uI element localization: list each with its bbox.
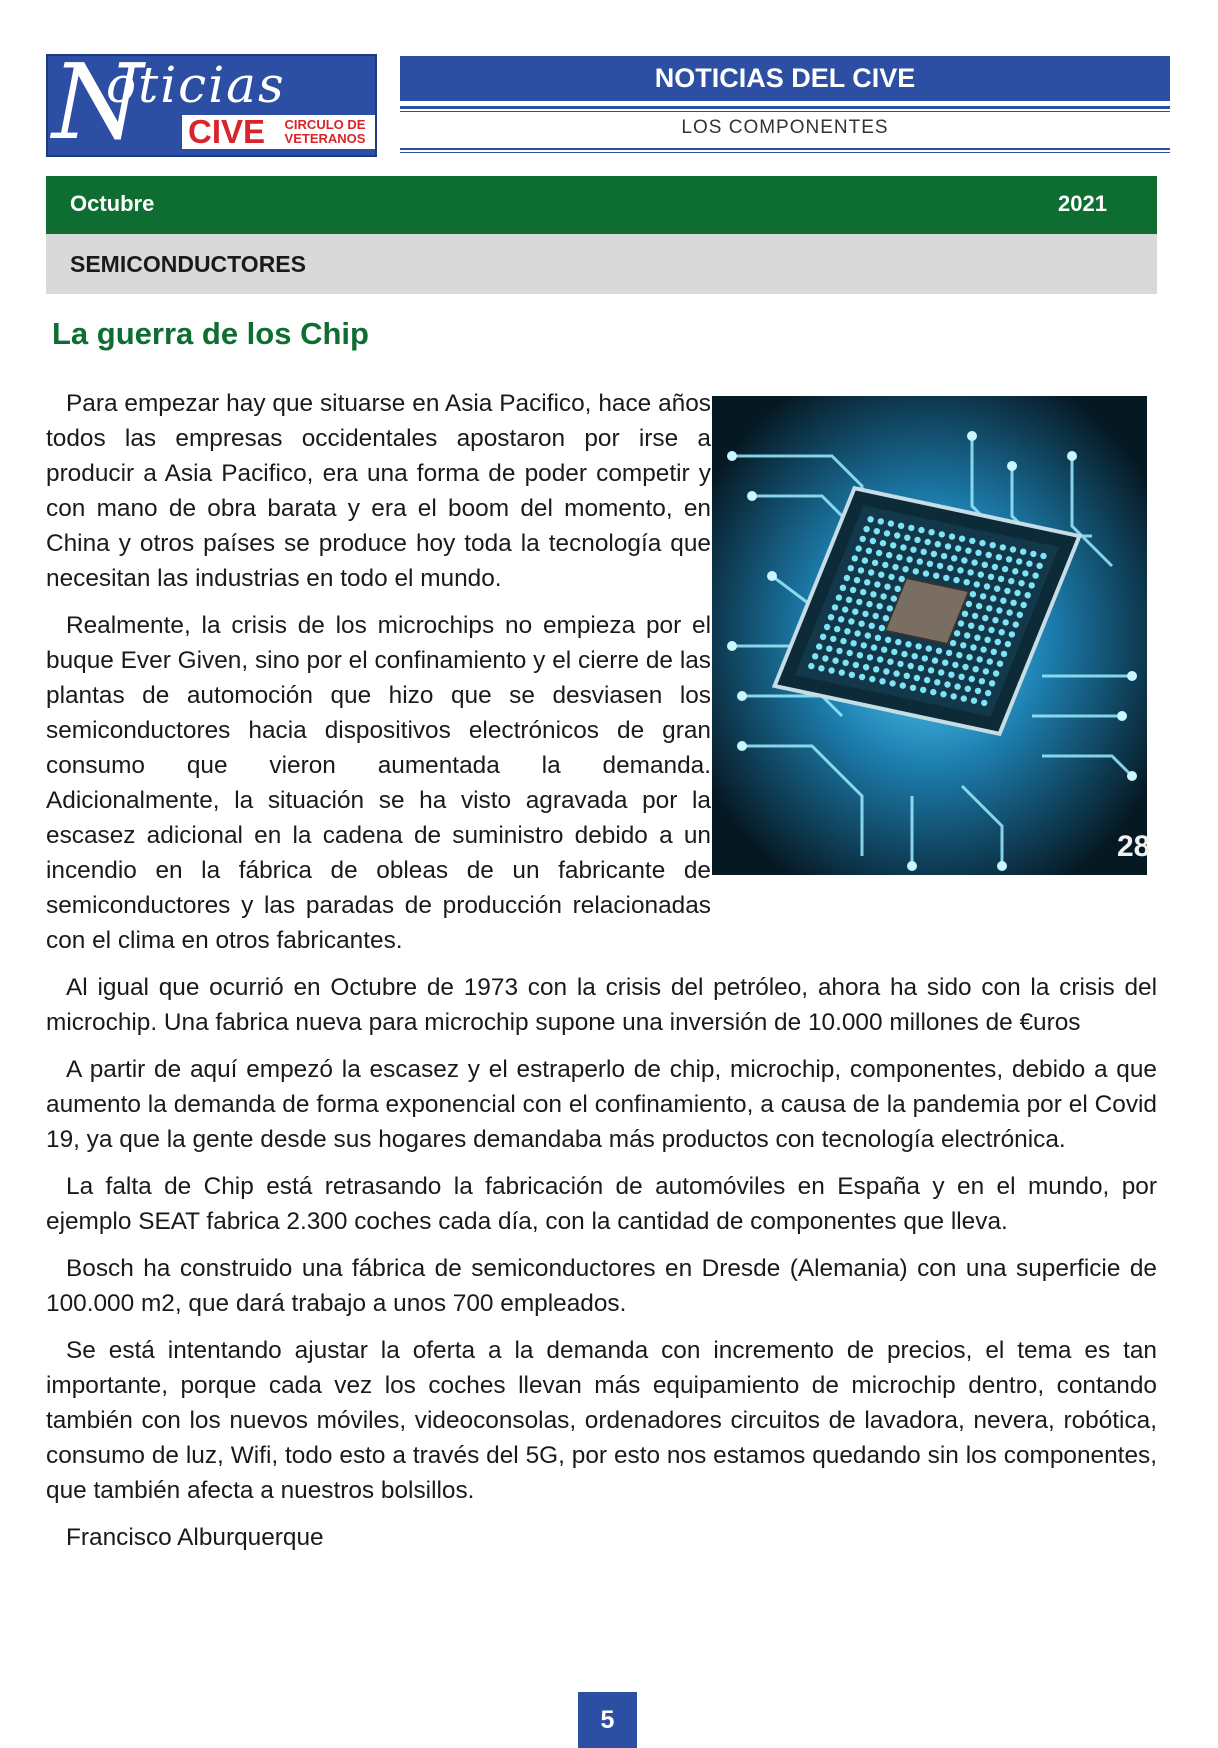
chip-pad	[860, 536, 866, 542]
chip-pad	[920, 687, 926, 693]
chip-pad	[808, 663, 814, 669]
chip-pad	[951, 555, 957, 561]
chip-pad	[965, 686, 971, 692]
chip-pad	[904, 535, 910, 541]
chip-pad	[953, 577, 959, 583]
chip-pad	[892, 564, 898, 570]
chip-pad	[880, 540, 886, 546]
chip-pad	[844, 628, 850, 634]
chip-pad	[875, 635, 881, 641]
chip-pad	[862, 557, 868, 563]
chip-pad	[923, 570, 929, 576]
chip-pad	[812, 653, 818, 659]
chip-pad	[978, 625, 984, 631]
chip-pad	[975, 688, 981, 694]
chip-pad	[879, 625, 885, 631]
chip-pad	[828, 614, 834, 620]
chip-pad	[888, 520, 894, 526]
chip-pad	[992, 564, 998, 570]
chip-pad	[897, 661, 903, 667]
chip-pad	[997, 661, 1003, 667]
chip-pad	[988, 574, 994, 580]
chip-pad	[877, 656, 883, 662]
chip-pad	[849, 672, 855, 678]
chip-pad	[940, 691, 946, 697]
chip-pad	[947, 565, 953, 571]
chip-pad	[975, 550, 981, 556]
newsletter-banner: NOTICIAS DEL CIVE	[400, 56, 1170, 101]
chip-pad	[969, 676, 975, 682]
chip-pad	[905, 641, 911, 647]
chip-pad	[974, 635, 980, 641]
chip-pad	[970, 644, 976, 650]
chip-pad	[973, 666, 979, 672]
chip-pad	[879, 678, 885, 684]
chip-pad	[958, 674, 964, 680]
date-bar	[46, 176, 1157, 234]
logo-initial: N	[52, 41, 143, 163]
chip-pad	[926, 645, 932, 651]
chip-pad	[902, 566, 908, 572]
paragraph: Al igual que ocurrió en Octubre de 1973 con la crisis del petróleo, ahora ha sido con la crisis del microchip. Una fabrica nueva para microchip supone una inversión de 10.000 millones de €uros	[46, 974, 1157, 1036]
chip-pad	[866, 601, 872, 607]
chip-pad	[844, 575, 850, 581]
chip-pad	[816, 643, 822, 649]
chip-pad	[822, 655, 828, 661]
subtitle-rule	[400, 148, 1170, 150]
chip-pad	[1030, 551, 1036, 557]
chip-pad	[818, 665, 824, 671]
chip-pad	[832, 658, 838, 664]
chip-pad	[864, 579, 870, 585]
article-title: La guerra de los Chip	[52, 316, 369, 351]
chip-pad	[941, 553, 947, 559]
chip-pad	[896, 554, 902, 560]
issue-year: 2021	[1058, 191, 1107, 216]
chip-pad	[869, 623, 875, 629]
chip-pad	[960, 642, 966, 648]
chip-pad	[951, 693, 957, 699]
chip-pad	[961, 557, 967, 563]
chip-pad	[873, 613, 879, 619]
chip-pad	[961, 695, 967, 701]
chip-pad	[1006, 556, 1012, 562]
chip-pad	[933, 573, 939, 579]
chip-pad	[918, 527, 924, 533]
chip-pad	[854, 577, 860, 583]
chip-pad	[866, 548, 872, 554]
chip-pad	[1010, 546, 1016, 552]
chip-pad	[852, 555, 858, 561]
chip-pad	[1016, 558, 1022, 564]
logo-word: oticias	[106, 56, 286, 114]
chip-pad	[874, 581, 880, 587]
chip-pad	[946, 650, 952, 656]
chip-pad	[955, 545, 961, 551]
chip-pad	[987, 658, 993, 664]
chip-pad	[1005, 641, 1011, 647]
chip-pad	[828, 667, 834, 673]
chip-pad	[996, 607, 1002, 613]
chip-pad	[958, 620, 964, 626]
chip-pad	[899, 576, 905, 582]
chip-pad	[992, 617, 998, 623]
chip-pad	[985, 690, 991, 696]
chip-pad	[986, 552, 992, 558]
chip-pad	[924, 677, 930, 683]
chip-pad	[932, 657, 938, 663]
chip-pad	[938, 669, 944, 675]
chip-pad	[915, 643, 921, 649]
chip-pad	[964, 579, 970, 585]
chip-pad	[931, 551, 937, 557]
chip-pad	[830, 636, 836, 642]
chip-pad	[914, 675, 920, 681]
subtitle-rule-thin	[400, 152, 1170, 153]
chip-pad	[887, 659, 893, 665]
chip-pad	[980, 593, 986, 599]
chip-pad	[922, 655, 928, 661]
chip-pad	[836, 648, 842, 654]
image-corner-text: 28	[1117, 830, 1151, 863]
chip-pad	[990, 595, 996, 601]
chip-pad	[962, 611, 968, 617]
chip-pad	[859, 674, 865, 680]
chip-pad	[863, 664, 869, 670]
chip-pad	[847, 650, 853, 656]
chip-pad	[881, 647, 887, 653]
chip-pad	[970, 591, 976, 597]
paragraph: Realmente, la crisis de los microchips no empieza por el buque Ever Given, sino por el confinamiento y el cierre de las plantas de automoción que hizo que se desviasen los semiconductores hacia dispositivos electrónicos de gran consumo que vieron aumentada la demanda. Adicionalmente, la situación se ha visto agravada por la escasez adicional en la cadena de suministro debido a un incendio en la fábrica de obleas de un fabricante de semiconductores y las paradas de producción relacionadas con el clima en otros fabricantes.	[46, 612, 711, 954]
chip-pad	[995, 639, 1001, 645]
microchip-photo	[712, 396, 1151, 875]
chip-pad	[858, 621, 864, 627]
chip-pad	[979, 540, 985, 546]
chip-pad	[971, 559, 977, 565]
chip-pad	[984, 583, 990, 589]
chip-pad	[954, 630, 960, 636]
logo-cive: CIVE	[188, 113, 266, 150]
chip-pad	[962, 664, 968, 670]
chip-pad	[966, 601, 972, 607]
chip-pad	[965, 548, 971, 554]
chip-pad	[1012, 568, 1018, 574]
chip-pad	[937, 563, 943, 569]
chip-pad	[948, 672, 954, 678]
chip-pad	[832, 604, 838, 610]
chip-pad	[836, 594, 842, 600]
chip-pad	[968, 623, 974, 629]
chip-pad	[1014, 590, 1020, 596]
chip-pad	[979, 678, 985, 684]
chip-pad	[1000, 598, 1006, 604]
chip-pad	[884, 584, 890, 590]
chip-pad	[856, 545, 862, 551]
chip-pad	[928, 529, 934, 535]
chip-pad	[971, 698, 977, 704]
chip-pad	[880, 593, 886, 599]
chip-pad	[1003, 619, 1009, 625]
chip-pad	[904, 673, 910, 679]
chip-pad	[966, 654, 972, 660]
chip-pad	[853, 662, 859, 668]
chip-pad	[886, 552, 892, 558]
banner-rule	[400, 106, 1170, 109]
chip-pad	[993, 670, 999, 676]
chip-pad	[935, 541, 941, 547]
chip-pad	[981, 700, 987, 706]
paragraph: Se está intentando ajustar la oferta a la demanda con incremento de precios, el tema es tan importante, porque cada vez los coches llevan más equipamiento de microchip dentro, contando también con los nuevos móviles, videoconsolas, ordenadores circuitos de lavadora, nevera, robótica, consumo de luz, Wifi, todo esto a través del 5G, por esto nos estamos quedando sin los componentes, que también afecta a nuestros bolsillos.	[46, 1337, 1157, 1504]
chip-pad	[1032, 572, 1038, 578]
chip-pad	[913, 568, 919, 574]
chip-pad	[900, 682, 906, 688]
chip-pad	[982, 615, 988, 621]
chip-pad	[983, 668, 989, 674]
chip-pad	[870, 591, 876, 597]
chip-pad	[894, 532, 900, 538]
chip-pad	[846, 597, 852, 603]
chip-pad	[972, 613, 978, 619]
chip-pad	[883, 668, 889, 674]
chip-pad	[984, 637, 990, 643]
chip-pad	[1021, 602, 1027, 608]
chip-pad	[969, 538, 975, 544]
chip-pad	[988, 627, 994, 633]
chip-pad	[891, 649, 897, 655]
page-number: 5	[578, 1692, 637, 1748]
chip-pad	[943, 575, 949, 581]
chip-pad	[918, 665, 924, 671]
chip-pad	[1026, 561, 1032, 567]
chip-pad	[856, 599, 862, 605]
author: Francisco Alburquerque	[66, 1524, 324, 1551]
logo-cive-box	[182, 115, 375, 149]
chip-pad	[921, 549, 927, 555]
chip-pad	[861, 642, 867, 648]
chip-pad	[891, 595, 897, 601]
chip-pad	[1017, 612, 1023, 618]
section-title: SEMICONDUCTORES	[70, 251, 306, 277]
chip-pad	[895, 639, 901, 645]
chip-pad	[843, 660, 849, 666]
chip-pad	[854, 630, 860, 636]
chip-pad	[867, 516, 873, 522]
paragraph: A partir de aquí empezó la escasez y el estraperlo de chip, microchip, componentes, debido a que aumento la demanda de forma exponencial con el confinamiento, a causa de la pandemia por el Covid 19, ya que la gente desde sus hogares demandaba más productos con tecnología electrónica.	[46, 1056, 1157, 1153]
chip-pad	[834, 626, 840, 632]
logo-subtitle: CIRCULO DE VETERANOS	[284, 117, 366, 146]
chip-pad	[824, 624, 830, 630]
section-bar	[46, 234, 1157, 294]
chip-pad	[927, 561, 933, 567]
chip-pad	[1009, 631, 1015, 637]
chip-pad	[967, 569, 973, 575]
chip-pad	[980, 646, 986, 652]
chip-pad	[900, 544, 906, 550]
chip-pad	[914, 537, 920, 543]
chip-pad	[839, 669, 845, 675]
chip-pad	[850, 587, 856, 593]
chip-pad	[876, 603, 882, 609]
chip-pad	[842, 606, 848, 612]
chip-pad	[876, 550, 882, 556]
chip-pad	[944, 681, 950, 687]
chip-pad	[990, 542, 996, 548]
paragraph: Bosch ha construido una fábrica de semiconductores en Dresde (Alemania) con una superficie de 100.000 m2, que dará trabajo a unos 700 empleados.	[46, 1255, 1157, 1317]
chip-pad	[908, 525, 914, 531]
chip-pad	[978, 571, 984, 577]
chip-pad	[826, 646, 832, 652]
chip-pad	[1036, 563, 1042, 569]
chip-pad	[928, 667, 934, 673]
chip-pad	[930, 689, 936, 695]
chip-pad	[1018, 580, 1024, 586]
chip-pad	[878, 518, 884, 524]
chip-pad	[1001, 651, 1007, 657]
chip-pad	[883, 615, 889, 621]
chip-pad	[977, 656, 983, 662]
chip-pad	[934, 679, 940, 685]
chip-pad	[850, 640, 856, 646]
chip-pad	[936, 648, 942, 654]
chip-pad	[869, 676, 875, 682]
chip-pad	[898, 523, 904, 529]
chip-pad	[1006, 609, 1012, 615]
issue-month: Octubre	[70, 191, 155, 216]
cive-logo	[46, 41, 377, 163]
chip-pad	[1000, 544, 1006, 550]
chip-pad	[982, 562, 988, 568]
chip-pad	[1004, 588, 1010, 594]
chip-pad	[945, 543, 951, 549]
chip-pad	[1020, 549, 1026, 555]
chip-pad	[890, 542, 896, 548]
chip-pad	[908, 663, 914, 669]
chip-pad	[820, 634, 826, 640]
chip-pad	[874, 528, 880, 534]
chip-pad	[865, 632, 871, 638]
chip-pad	[959, 536, 965, 542]
chip-pad	[840, 585, 846, 591]
chip-pad	[1025, 592, 1031, 598]
chip-pad	[1022, 570, 1028, 576]
chip-pad	[848, 618, 854, 624]
chip-pad	[852, 609, 858, 615]
chip-pad	[867, 654, 873, 660]
chip-pad	[870, 538, 876, 544]
chip-pad	[974, 581, 980, 587]
chip-pad	[840, 638, 846, 644]
chip-pad	[1029, 582, 1035, 588]
chip-pad	[950, 640, 956, 646]
paragraph: Para empezar hay que situarse en Asia Pacifico, hace años todos las empresas occidentales apostaron por irse a producir a Asia Pacifico, era una forma de poder competir y con mano de obra barata y era el boom del momento, en China y otros países se produce hoy toda la tecnología que necesitan las industrias en todo el mundo.	[46, 390, 711, 592]
chip-pad	[976, 603, 982, 609]
chip-pad	[872, 560, 878, 566]
chip-pad	[910, 685, 916, 691]
chip-pad	[858, 567, 864, 573]
chip-pad	[885, 637, 891, 643]
chip-pad	[1013, 621, 1019, 627]
chip-pad	[917, 558, 923, 564]
chip-pad	[991, 649, 997, 655]
chip-pad	[873, 666, 879, 672]
chip-pad	[956, 652, 962, 658]
chip-pad	[994, 586, 1000, 592]
chip-pad	[952, 662, 958, 668]
chip-pad	[893, 670, 899, 676]
chip-pad	[1040, 553, 1046, 559]
chip-pad	[838, 616, 844, 622]
chip-pad	[860, 589, 866, 595]
chip-pad	[939, 531, 945, 537]
chip-pad	[1002, 566, 1008, 572]
banner-rule-thin	[400, 111, 1170, 112]
chip-pad	[901, 651, 907, 657]
chip-pad	[912, 653, 918, 659]
chip-pad	[871, 644, 877, 650]
chip-pad	[942, 660, 948, 666]
chip-pad	[957, 567, 963, 573]
chip-pad	[862, 611, 868, 617]
chip-pad	[889, 680, 895, 686]
chip-pad	[888, 574, 894, 580]
chip-pad	[895, 586, 901, 592]
chip-pad	[848, 565, 854, 571]
chip-pad	[868, 569, 874, 575]
chip-pad	[857, 652, 863, 658]
chip-pad	[887, 605, 893, 611]
chip-pad	[989, 680, 995, 686]
chip-pad	[906, 556, 912, 562]
chip-pad	[863, 526, 869, 532]
chip-pad	[996, 554, 1002, 560]
chip-pad	[964, 632, 970, 638]
issue-subtitle: LOS COMPONENTES	[681, 117, 889, 138]
chip-pad	[925, 539, 931, 545]
chip-pad	[910, 547, 916, 553]
chip-pad	[986, 605, 992, 611]
chip-pad	[999, 629, 1005, 635]
chip-pad	[878, 572, 884, 578]
paragraph: La falta de Chip está retrasando la fabricación de automóviles en España y en el mundo, por ejemplo SEAT fabrica 2.300 coches cada día, con la cantidad de componentes que lleva.	[46, 1173, 1157, 1235]
chip-pad	[954, 683, 960, 689]
chip-pad	[949, 533, 955, 539]
chip-pad	[998, 576, 1004, 582]
chip-pad	[882, 562, 888, 568]
chip-pad	[1008, 578, 1014, 584]
chip-pad	[1010, 600, 1016, 606]
chip-pad	[884, 530, 890, 536]
